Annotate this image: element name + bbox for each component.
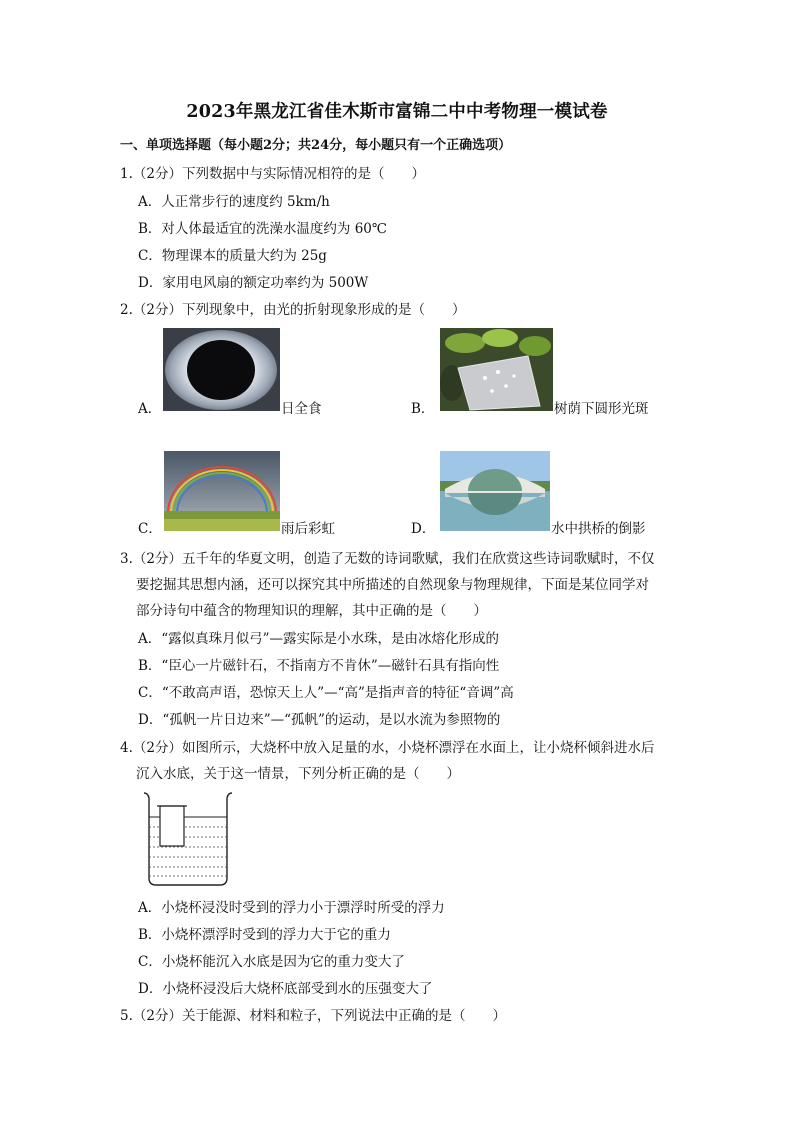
question-1-option-d[interactable]: D．家用电风扇的额定功率约为 500W: [138, 275, 369, 291]
question-1-option-c[interactable]: C．物理课本的质量大约为 25g: [138, 248, 327, 264]
question-2-caption-c: 雨后彩虹: [281, 521, 335, 537]
question-4-stem-line-1: 4.（2分）如图所示，大烧杯中放入足量的水，小烧杯漂浮在水面上，让小烧杯倾斜进水后: [120, 740, 655, 756]
question-5-stem: 5.（2分）关于能源、材料和粒子，下列说法中正确的是（ ）: [120, 1008, 506, 1024]
arch-bridge-reflection-image: [440, 451, 550, 531]
question-1-stem: 1.（2分）下列数据中与实际情况相符的是（ ）: [120, 166, 425, 182]
question-3-stem-line-3: 部分诗句中蕴含的物理知识的理解，其中正确的是（ ）: [136, 603, 487, 619]
beaker-diagram: [140, 790, 236, 888]
question-3-stem-line-2: 要挖掘其思想内涵，还可以探究其中所描述的自然现象与物理规律，下面是某位同学对: [136, 577, 649, 593]
question-4-stem-line-2: 沉入水底，关于这一情景，下列分析正确的是（ ）: [136, 766, 460, 782]
question-3-option-d[interactable]: D．“孤帆一片日边来”—“孤帆”的运动，是以水流为参照物的: [138, 712, 501, 728]
question-4-option-b[interactable]: B．小烧杯漂浮时受到的浮力大于它的重力: [138, 927, 391, 943]
question-1-option-b[interactable]: B．对人体最适宜的洗澡水温度约为 60℃: [138, 221, 387, 237]
question-3-stem-line-1: 3.（2分）五千年的华夏文明，创造了无数的诗词歌赋，我们在欣赏这些诗词歌赋时，不仅: [120, 551, 655, 567]
page-title: 2023年黑龙江省佳木斯市富锦二中中考物理一模试卷: [186, 102, 608, 122]
tree-shade-light-spots-image: [440, 328, 553, 411]
question-2-option-c-label[interactable]: C．: [138, 521, 162, 537]
question-1-option-a[interactable]: A．人正常步行的速度约 5km/h: [138, 194, 330, 210]
question-2-caption-a: 日全食: [281, 401, 322, 417]
question-4-option-a[interactable]: A．小烧杯浸没时受到的浮力小于漂浮时所受的浮力: [138, 900, 445, 916]
question-3-option-c[interactable]: C．“不敢高声语，恐惊天上人”—“高”是指声音的特征“音调”高: [138, 685, 514, 701]
question-2-caption-d: 水中拱桥的倒影: [551, 521, 646, 537]
solar-eclipse-image: [163, 328, 280, 411]
section-heading: 一、单项选择题（每小题2分；共24分，每小题只有一个正确选项）: [120, 138, 512, 153]
question-4-option-c[interactable]: C．小烧杯能沉入水底是因为它的重力变大了: [138, 954, 405, 970]
rainbow-image: [164, 451, 280, 531]
question-2-option-d-label[interactable]: D．: [411, 521, 436, 537]
question-2-option-b-label[interactable]: B．: [411, 401, 435, 417]
question-3-option-a[interactable]: A．“露似真珠月似弓”—露实际是小水珠，是由冰熔化形成的: [138, 631, 500, 647]
question-3-option-b[interactable]: B．“臣心一片磁针石，不指南方不肯休”—磁针石具有指向性: [138, 658, 500, 674]
question-2-caption-b: 树荫下圆形光斑: [554, 401, 649, 417]
question-4-option-d[interactable]: D．小烧杯浸没后大烧杯底部受到水的压强变大了: [138, 981, 433, 997]
question-2-option-a-label[interactable]: A．: [138, 401, 162, 417]
question-2-stem: 2.（2分）下列现象中，由光的折射现象形成的是（ ）: [120, 302, 466, 318]
